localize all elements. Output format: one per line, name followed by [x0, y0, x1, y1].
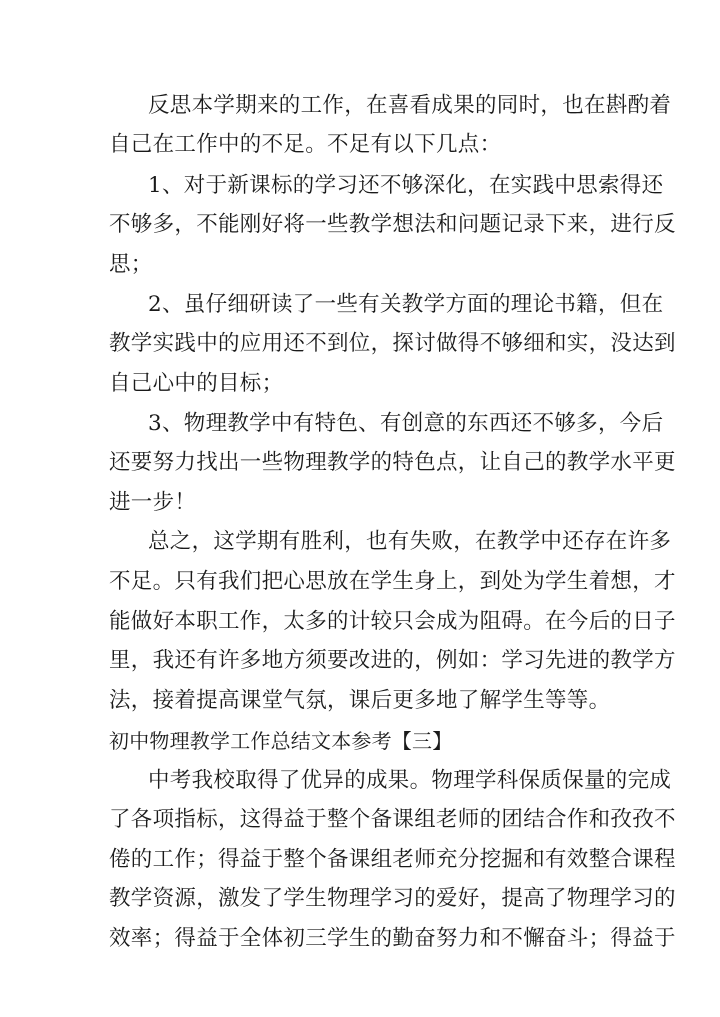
summary-line-5: 法，接着提高课堂气氛，课后更多地了解学生等等。 — [109, 688, 611, 713]
point-1-line-3: 思； — [109, 252, 153, 277]
point-3-line-3: 进一步！ — [109, 490, 197, 515]
point-2-line-3: 自己心中的目标； — [109, 371, 284, 396]
section-3-line-4: 教学资源，激发了学生物理学习的爱好，提高了物理学习的 — [109, 886, 676, 911]
summary-line-2: 不足。只有我们把心思放在学生身上，到处为学生着想，才 — [109, 569, 676, 594]
point-1-line-2: 不够多，不能刚好将一些教学想法和问题记录下来，进行反 — [109, 212, 676, 237]
point-2-line-2: 教学实践中的应用还不到位，探讨做得不够细和实，没达到 — [109, 331, 676, 356]
point-3-line-1: 3、物理教学中有特色、有创意的东西还不够多，今后 — [148, 411, 664, 436]
summary-line-3: 能做好本职工作，太多的计较只会成为阻碍。在今后的日子 — [109, 609, 676, 634]
point-3-line-2: 还要努力找出一些物理教学的特色点，让自己的教学水平更 — [109, 450, 676, 475]
paragraph-reflection-line-2: 自己在工作中的不足。不足有以下几点： — [109, 132, 502, 157]
section-3-line-3: 倦的工作；得益于整个备课组老师充分挖掘和有效整合课程 — [109, 847, 676, 872]
summary-line-4: 里，我还有许多地方须要改进的，例如：学习先进的教学方 — [109, 648, 676, 673]
section-heading: 初中物理教学工作总结文本参考【三】 — [109, 729, 453, 753]
point-2-line-1: 2、虽仔细研读了一些有关教学方面的理论书籍，但在 — [148, 292, 664, 317]
section-3-line-5: 效率；得益于全体初三学生的勤奋努力和不懈奋斗；得益于 — [109, 926, 676, 951]
section-3-line-2: 了各项指标，这得益于整个备课组老师的团结合作和孜孜不 — [109, 807, 676, 832]
section-3-line-1: 中考我校取得了优异的成果。物理学科保质保量的完成 — [148, 768, 672, 793]
point-1-line-1: 1、对于新课标的学习还不够深化，在实践中思索得还 — [148, 173, 664, 198]
summary-line-1: 总之，这学期有胜利，也有失败，在教学中还存在许多 — [148, 529, 672, 554]
paragraph-reflection-line-1: 反思本学期来的工作，在喜看成果的同时，也在斟酌着 — [148, 93, 672, 118]
